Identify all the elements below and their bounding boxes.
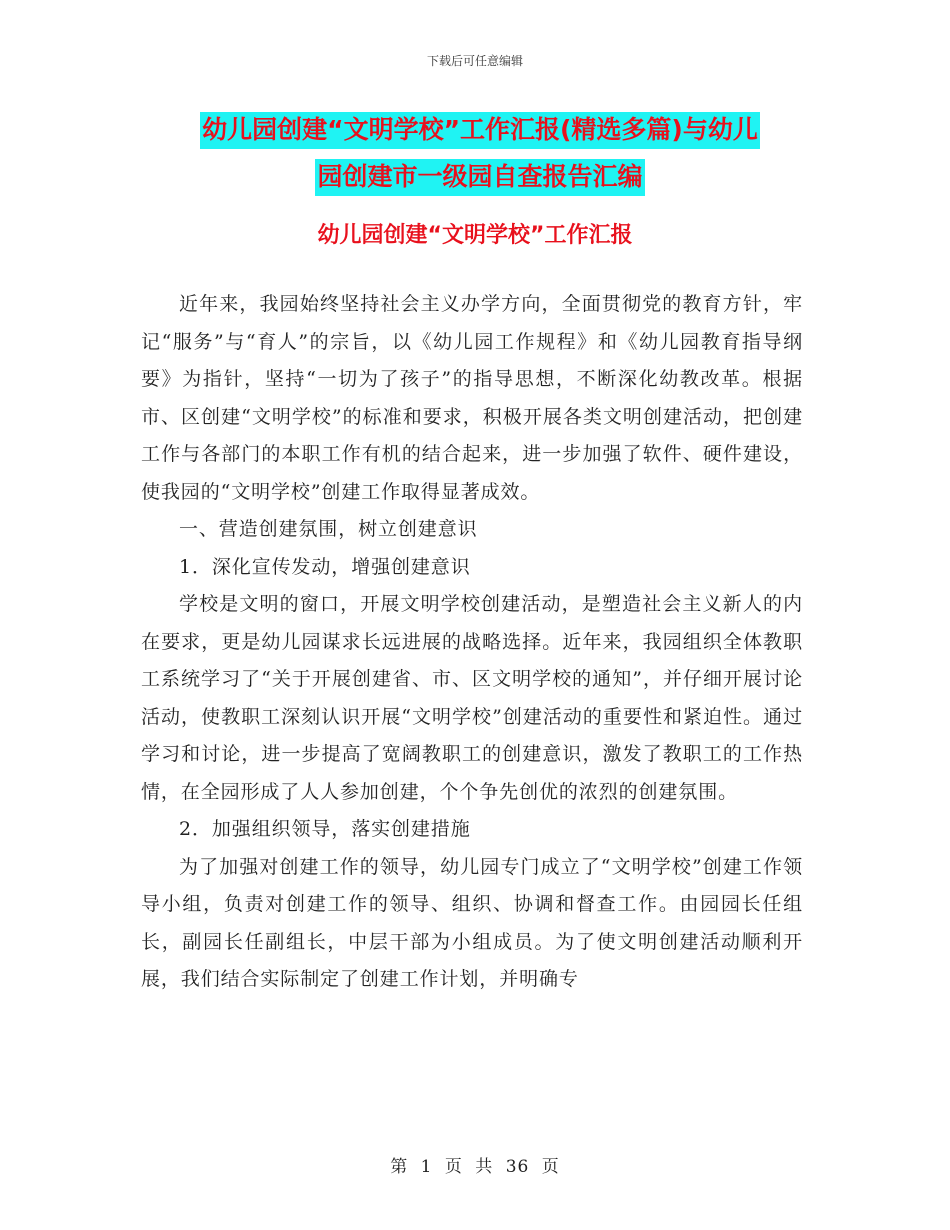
footer-suffix: 页 xyxy=(541,1157,560,1177)
footer-page-number: 1 xyxy=(420,1157,433,1177)
body-paragraph: 近年来，我园始终坚持社会主义办学方向，全面贯彻党的教育方针，牢记“服务”与“育人”的宗旨，以《幼儿园工作规程》和《幼儿园教育指导纲要》为指针，坚持“一切为了孩子”的指导思想，不断深化幼教改革。根据市、区创建“文明学校”的标准和要求，积极开展各类文明创建活动，把创建工作与各部门的本职工作有机的结合起来，进一步加强了软件、硬件建设，使我园的“文明学校”创建工作取得显著成效。 xyxy=(141,293,803,503)
document-title-line-2: 园创建市一级园自查报告汇编 xyxy=(315,159,644,196)
document-title-line-1: 幼儿园创建“文明学校”工作汇报(精选多篇)与幼儿 xyxy=(200,112,760,149)
footer-prefix: 第 xyxy=(390,1157,409,1177)
page-footer xyxy=(0,1152,950,1177)
body-paragraph: 为了加强对创建工作的领导，幼儿园专门成立了“文明学校”创建工作领导小组，负责对创建工作的领导、组织、协调和督查工作。由园园长任组长，副园长任副组长，中层干部为小组成员。为了使文明创建活动顺利开展，我们结合实际制定了创建工作计划，并明确专 xyxy=(141,855,803,990)
footer-total-pages: 36 xyxy=(505,1157,530,1177)
body-heading: 一、营造创建氛围，树立创建意识 xyxy=(179,518,478,540)
body-paragraph: 学校是文明的窗口，开展文明学校创建活动，是塑造社会主义新人的内在要求，更是幼儿园谋求长远进展的战略选择。近年来，我园组织全体教职工系统学习了“关于开展创建省、市、区文明学校的通知”，并仔细开展讨论活动，使教职工深刻认识开展“文明学校”创建活动的重要性和紧迫性。通过学习和讨论，进一步提高了宽阔教职工的创建意识，激发了教职工的工作热情，在全园形成了人人参加创建，个个争先创优的浓烈的创建氛围。 xyxy=(141,593,803,803)
document-title xyxy=(150,106,810,200)
header-note: 下载后可任意编辑 xyxy=(426,54,523,68)
body-subheading: 2．加强组织领导，落实创建措施 xyxy=(179,818,471,840)
section-title: 幼儿园创建“文明学校”工作汇报 xyxy=(317,223,633,248)
body-subheading: 1．深化宣传发动，增强创建意识 xyxy=(179,555,471,578)
footer-mid: 页 xyxy=(444,1157,463,1177)
footer-total-prefix: 共 xyxy=(475,1157,494,1177)
document-body xyxy=(141,286,803,999)
